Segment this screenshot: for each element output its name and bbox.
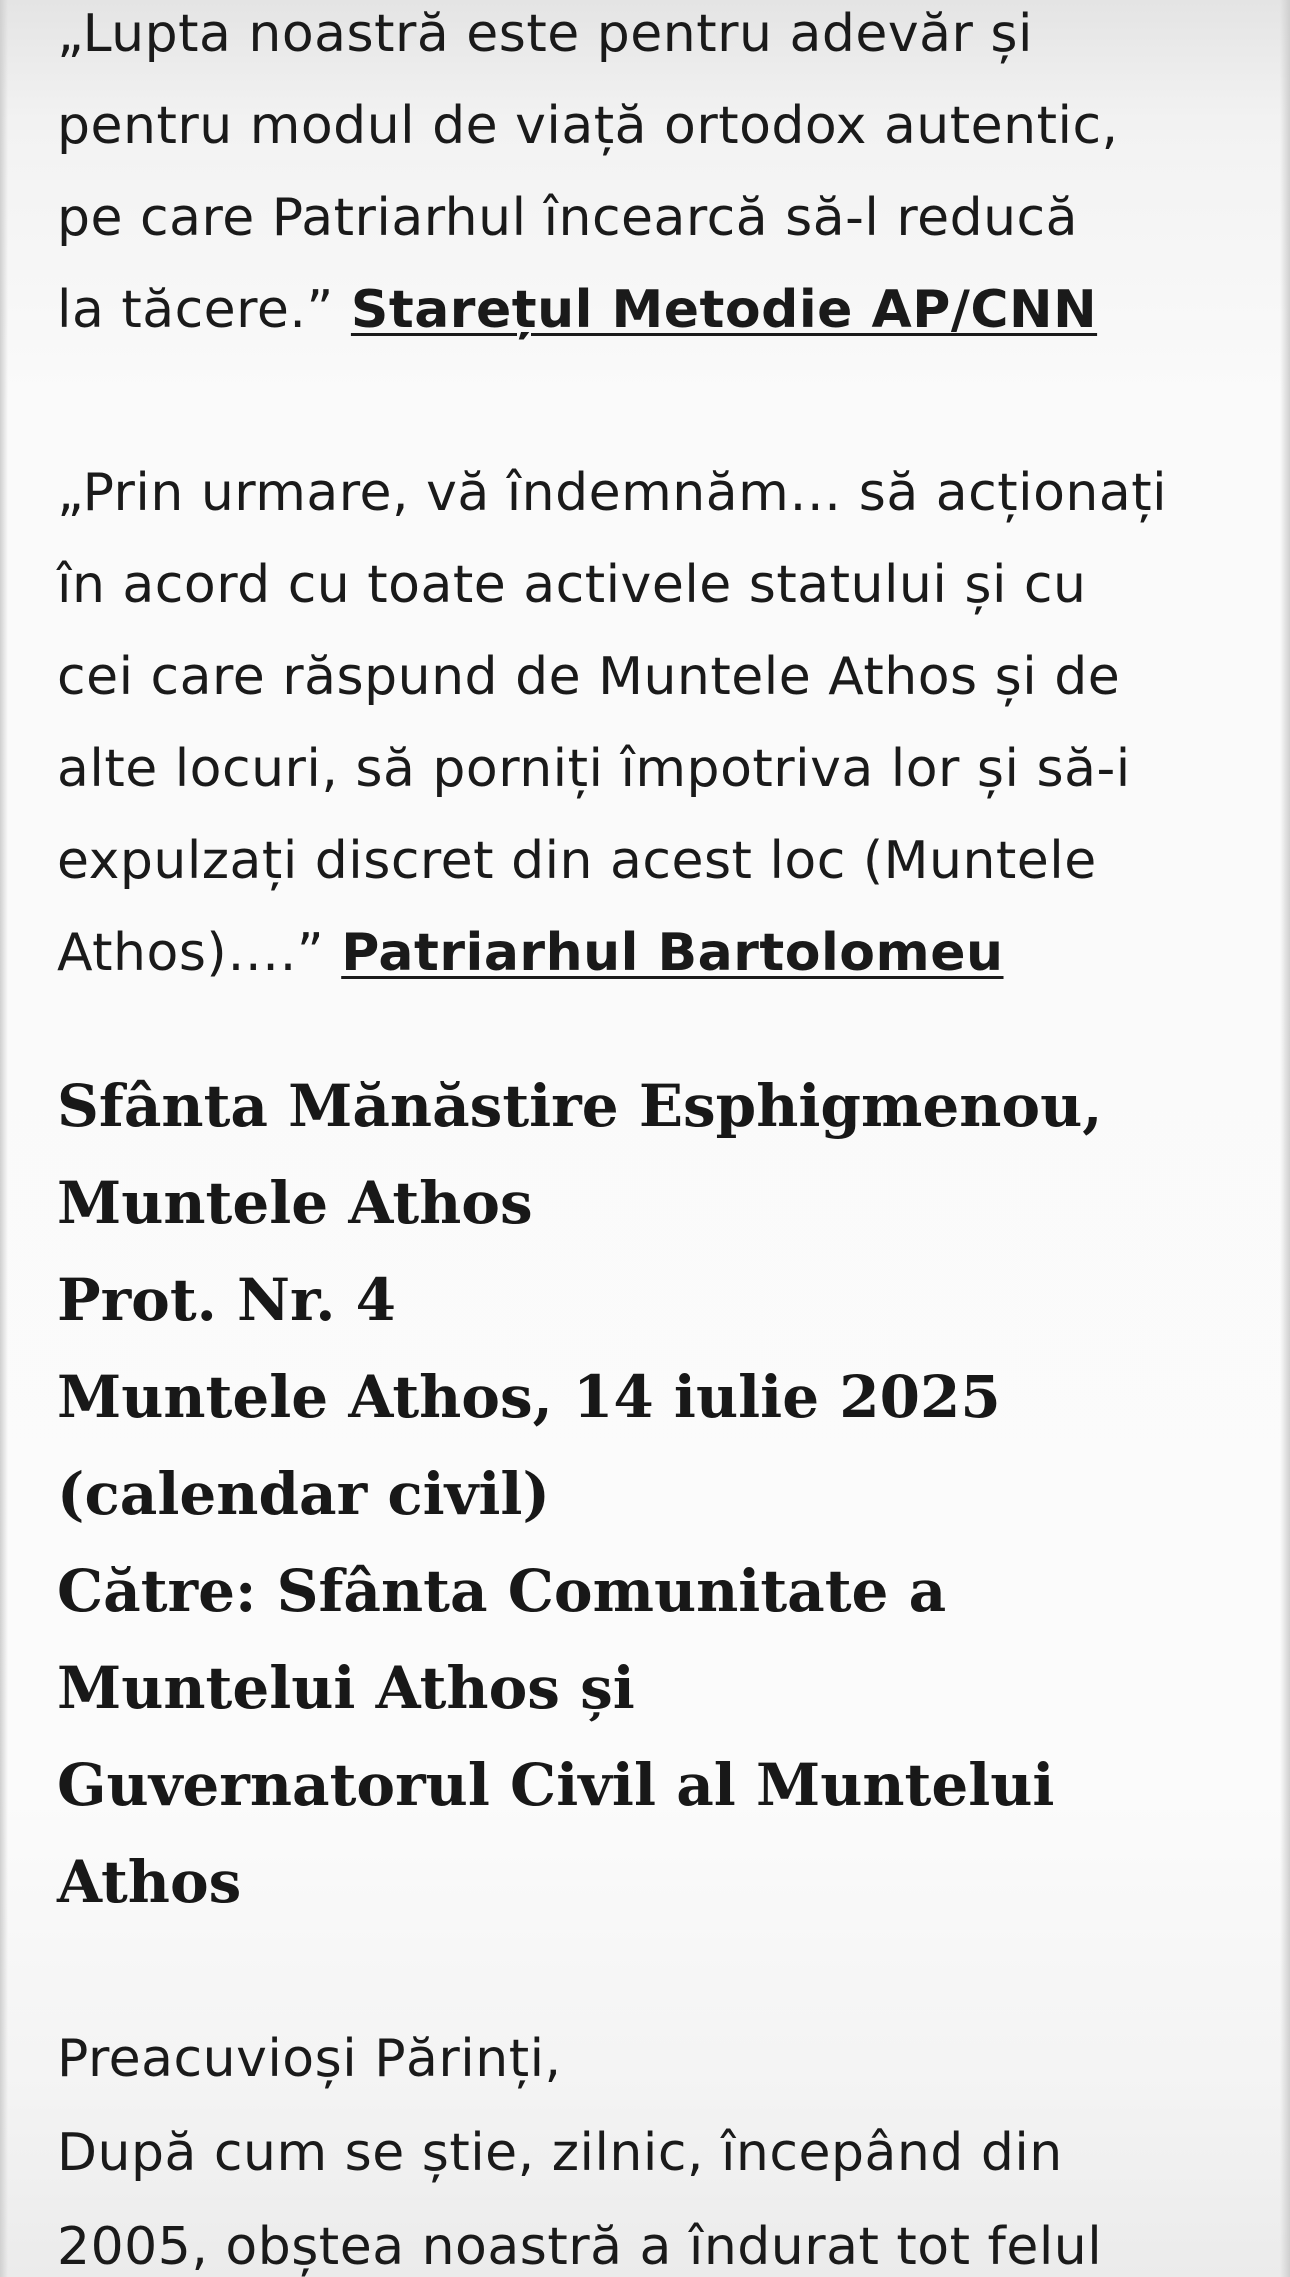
letter-heading: [57, 1058, 1102, 1931]
heading-line: Athos: [57, 1848, 242, 1916]
quote-line: „Prin urmare, vă îndemnăm… să acționați: [57, 463, 1168, 523]
quote-line: expulzați discret din acest loc (Muntele: [57, 831, 1097, 891]
quote-line: pentru modul de viață ortodox autentic,: [57, 96, 1119, 156]
heading-line: Muntele Athos, 14 iulie 2025: [57, 1363, 1001, 1431]
quote-line: Athos)….”: [57, 923, 325, 983]
quote-line-with-source: [57, 264, 1119, 356]
quote-stareț-metodie: [57, 0, 1119, 356]
heading-line: (calendar civil): [57, 1460, 550, 1528]
letter-body: [57, 2012, 1102, 2277]
quote-line: la tăcere.”: [57, 280, 334, 340]
quote-patriarh-bartolomeu: [57, 447, 1167, 999]
heading-line: Prot. Nr. 4: [57, 1266, 397, 1334]
letter-line: 2005, obștea noastră a îndurat tot felul: [57, 2217, 1103, 2277]
quote-line: pe care Patriarhul încearcă să-l reducă: [57, 188, 1078, 248]
letter-salutation: Preacuvioși Părinți,: [57, 2029, 562, 2089]
heading-line: Guvernatorul Civil al Muntelui: [57, 1751, 1055, 1819]
letter-line: După cum se știe, zilnic, începând din: [57, 2123, 1063, 2183]
right-edge-shadow: [1280, 0, 1290, 2277]
quote-line-with-source: [57, 907, 1167, 999]
heading-line: Muntelui Athos și: [57, 1654, 635, 1722]
quote-line: „Lupta noastră este pentru adevăr și: [57, 4, 1033, 64]
heading-line: Sfânta Mănăstire Esphigmenou,: [57, 1072, 1103, 1140]
left-edge-shadow: [0, 0, 8, 2277]
heading-line: Muntele Athos: [57, 1169, 533, 1237]
quote-line: cei care răspund de Muntele Athos și de: [57, 647, 1121, 707]
heading-line: Către: Sfânta Comunitate a: [57, 1557, 947, 1625]
quote-line: alte locuri, să porniți împotriva lor și să-i: [57, 739, 1131, 799]
quote-line: în acord cu toate activele statului și cu: [57, 555, 1087, 615]
quote-source: Patriarhul Bartolomeu: [341, 923, 1004, 983]
quote-source: Starețul Metodie AP/CNN: [350, 280, 1098, 340]
